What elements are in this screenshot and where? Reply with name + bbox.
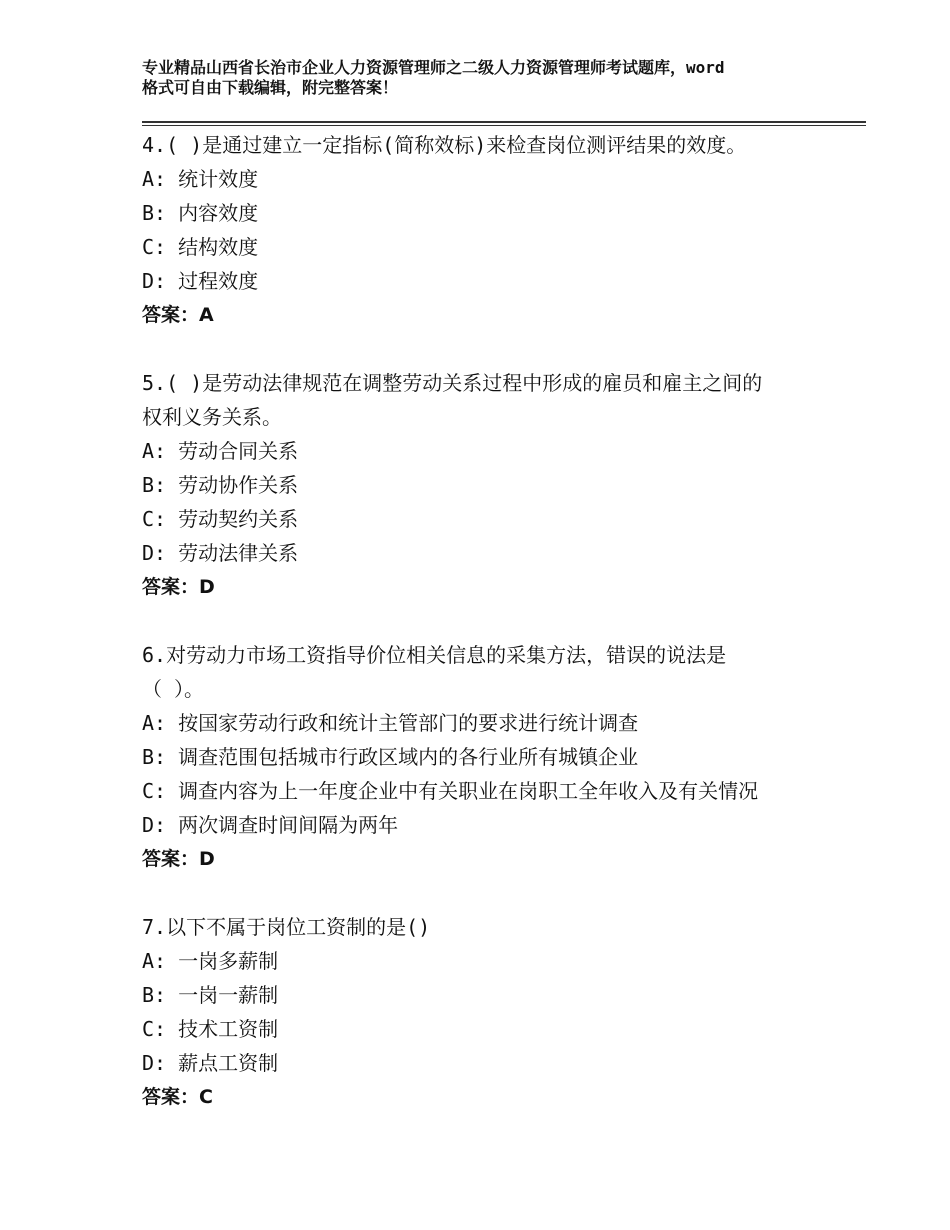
question-6 xyxy=(142,638,842,876)
option-b: B: 劳动协作关系 xyxy=(142,473,299,497)
question-stem: 权利义务关系。 xyxy=(142,405,282,429)
header-line: 格式可自由下载编辑，附完整答案！ xyxy=(142,78,399,97)
option-d: D: 劳动法律关系 xyxy=(142,541,299,565)
header-divider-thick xyxy=(142,121,866,123)
option-d: D: 薪点工资制 xyxy=(142,1051,279,1075)
question-stem: 6.对劳动力市场工资指导价位相关信息的采集方法，错误的说法是 xyxy=(142,643,727,667)
question-stem: 7.以下不属于岗位工资制的是() xyxy=(142,915,431,939)
answer-label: 答案：D xyxy=(142,848,215,870)
question-stem: 5.( )是劳动法律规范在调整劳动关系过程中形成的雇员和雇主之间的 xyxy=(142,371,763,395)
option-d: D: 两次调查时间间隔为两年 xyxy=(142,813,399,837)
document-header xyxy=(142,58,842,98)
option-b: B: 内容效度 xyxy=(142,201,259,225)
header-line: 专业精品山西省长治市企业人力资源管理师之二级人力资源管理师考试题库，word xyxy=(142,58,725,77)
answer-label: 答案：D xyxy=(142,576,215,598)
question-stem: （ ）。 xyxy=(142,677,205,701)
option-d: D: 过程效度 xyxy=(142,269,259,293)
question-4 xyxy=(142,128,842,332)
option-c: C: 技术工资制 xyxy=(142,1017,279,1041)
option-a: A: 一岗多薪制 xyxy=(142,949,279,973)
answer-label: 答案：A xyxy=(142,304,214,326)
option-c: C: 调查内容为上一年度企业中有关职业在岗职工全年收入及有关情况 xyxy=(142,779,759,803)
header-divider-thin xyxy=(142,125,866,126)
answer-label: 答案：C xyxy=(142,1086,213,1108)
question-7 xyxy=(142,910,842,1114)
question-stem: 4.( )是通过建立一定指标(简称效标)来检查岗位测评结果的效度。 xyxy=(142,133,747,157)
option-b: B: 一岗一薪制 xyxy=(142,983,279,1007)
option-a: A: 劳动合同关系 xyxy=(142,439,299,463)
option-b: B: 调查范围包括城市行政区域内的各行业所有城镇企业 xyxy=(142,745,639,769)
option-c: C: 结构效度 xyxy=(142,235,259,259)
option-c: C: 劳动契约关系 xyxy=(142,507,299,531)
option-a: A: 按国家劳动行政和统计主管部门的要求进行统计调查 xyxy=(142,711,639,735)
question-5 xyxy=(142,366,842,604)
option-a: A: 统计效度 xyxy=(142,167,259,191)
question-list xyxy=(142,128,842,1148)
